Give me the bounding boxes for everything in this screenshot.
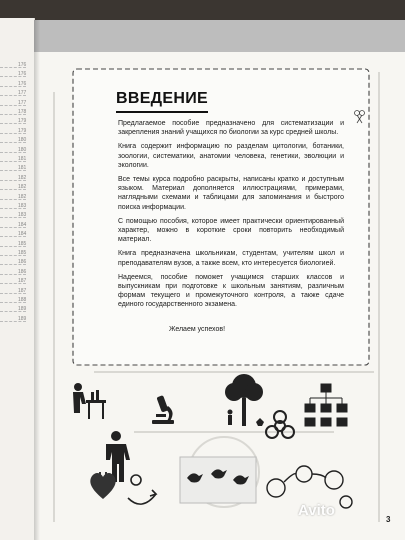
microscope-icon	[144, 392, 180, 428]
intro-paragraph: Книга содержит информацию по разделам цитологии, ботаники, зоологии, систематики, анатомии человека, генетики, эволюции и экологии.	[118, 143, 344, 169]
intro-paragraph: С помощью пособия, которое имеет практически ориентированный характер, можно в короткие сроки повторить необходимый материал.	[118, 217, 344, 244]
toc-page-number: 176	[18, 71, 27, 78]
left-page-toc	[0, 18, 35, 540]
intro-paragraph: Предлагаемое пособие предназначено для систематизации и закрепления знаний учащихся по биологии за курс средней школы.	[118, 120, 344, 137]
intro-paragraph: Все темы курса подробно раскрыты, написаны кратко и доступным языком. Материал дополняется иллюстрациями, примерами, наглядными схемами и таблицами для запоминания и быстрого поиска информации.	[118, 176, 344, 211]
toc-page-number: 184	[18, 231, 27, 238]
toc-page-number: 183	[18, 203, 27, 209]
intro-title: ВВЕДЕНИЕ	[116, 90, 208, 107]
toc-page-number: 177	[18, 99, 27, 106]
person-at-desk-icon	[64, 378, 110, 424]
tree-icon	[222, 372, 266, 430]
toc-page-number: 180	[18, 137, 27, 144]
toc-page-number: 179	[18, 118, 27, 125]
avito-watermark: Avito	[298, 502, 335, 519]
toc-page-number: 186	[18, 259, 27, 266]
toc-page-number: 185	[18, 250, 27, 256]
toc-page-number: 182	[18, 174, 27, 181]
toc-page-number: 187	[18, 287, 27, 294]
toc-page-number: 185	[18, 240, 27, 247]
closing-wrapper	[84, 0, 310, 360]
bird-silhouettes-icon	[179, 456, 257, 504]
toc-page-number: 178	[18, 109, 27, 115]
toc-page-number: 186	[18, 268, 27, 275]
toc-page-number: 179	[18, 127, 27, 134]
toc-page-number: 184	[18, 221, 27, 228]
family-tree-diagram-icon	[302, 382, 352, 430]
intro-paragraph: Надеемся, пособие поможет учащимся старших классов и выпускникам при подготовке к школьным занятиям, различным формам текущего и промежуточного контроля, а также сдаче единого государственного экзамена.	[118, 273, 344, 309]
heart-icon	[86, 468, 120, 502]
toc-page-number: 176	[18, 80, 27, 87]
cycle-arrows-icon	[122, 468, 162, 508]
closing-line: Желаем успехов!	[168, 326, 226, 333]
toc-page-number: 188	[18, 297, 27, 303]
toc-page-number: 177	[18, 90, 27, 97]
toc-page-number: 182	[18, 193, 27, 200]
toc-page-number: 187	[18, 278, 27, 285]
toc-page-number: 180	[18, 146, 27, 153]
intro-paragraph: Книга предназначена школьникам, студентам, учителям школ и преподавателям вузов, а также всем, кто интересуется биологией.	[118, 250, 344, 267]
toc-page-number: 181	[18, 165, 27, 172]
toc-page-number: 183	[18, 212, 27, 219]
toc-page-number: 181	[18, 156, 27, 162]
toc-page-number: 189	[18, 315, 27, 322]
toc-page-number: 189	[18, 306, 27, 313]
biohazard-icon	[262, 408, 298, 444]
toc-page-number: 176	[18, 62, 27, 68]
page-number: 3	[386, 515, 391, 524]
toc-page-number: 182	[18, 184, 27, 191]
closing-text	[84, 326, 310, 333]
